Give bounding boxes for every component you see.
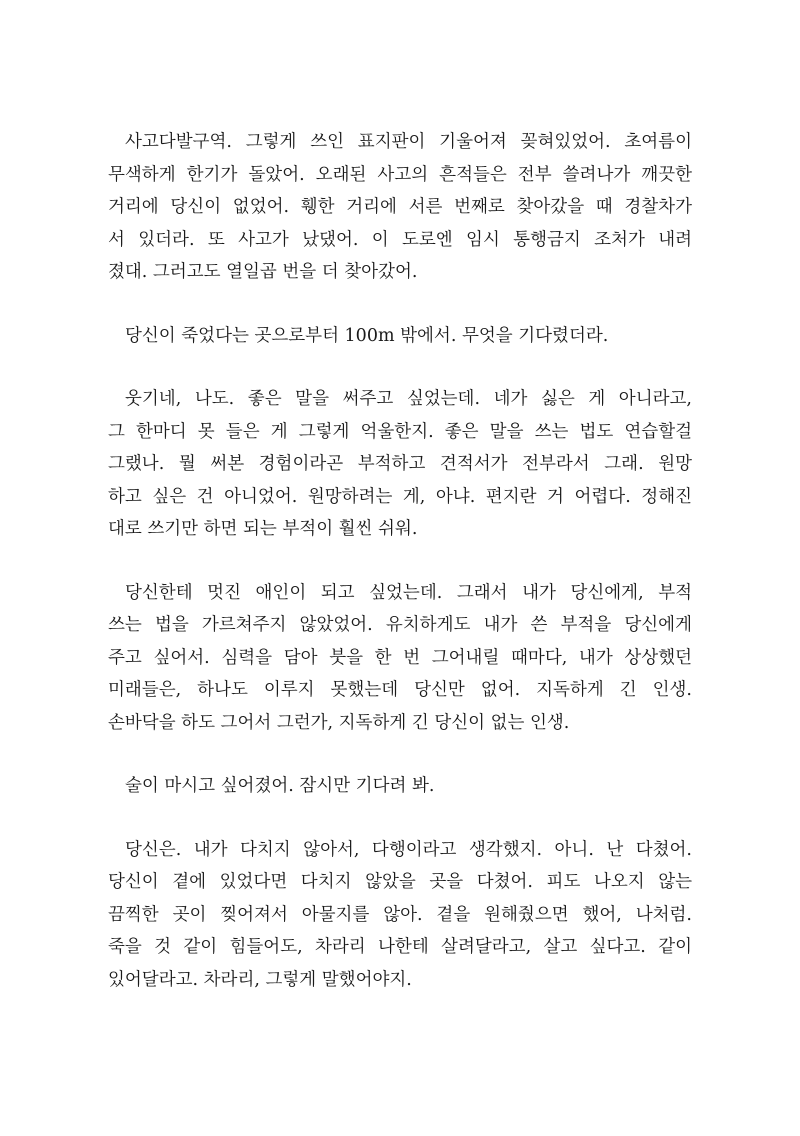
text-line: 죽을 것 같이 힘들어도, 차라리 나한테 살려달라고, 살고 싶다고. 같이 (108, 937, 692, 957)
text-line: 주고 싶어서. 심력을 담아 붓을 한 번 그어내릴 때마다, 내가 상상했던 (108, 647, 692, 668)
paragraph (108, 320, 692, 353)
text-line: 당신한테 멋진 애인이 되고 싶었는데. 그래서 내가 당신에게, 부적 (125, 582, 692, 603)
text-line: 당신이 곁에 있었다면 다치지 않았을 곳을 다쳤어. 피도 나오지 않는 (108, 872, 692, 892)
paragraph (108, 834, 692, 997)
paragraph (108, 126, 692, 289)
paragraph (108, 577, 692, 740)
text-line: 거리에 당신이 없었어. 휑한 거리에 서른 번째로 찾아갔을 때 경찰차가 (108, 197, 692, 217)
text-line: 그 한마디 못 들은 게 그렇게 억울한지. 좋은 말을 쓰는 법도 연습할걸 (108, 421, 692, 442)
text-line: 쓰는 법을 가르쳐주지 않았었어. 유치하게도 내가 쓴 부적을 당신에게 (108, 615, 692, 635)
text-line: 그랬나. 뭘 써본 경험이라곤 부적하고 견적서가 전부라서 그래. 원망 (108, 454, 692, 474)
text-line: 당신이 죽었다는 곳으로부터 100m 밖에서. 무엇을 기다렸더라. (125, 325, 609, 346)
paragraph (108, 770, 692, 803)
text-line: 하고 싶은 건 아니었어. 원망하려는 게, 아냐. 편지란 거 어렵다. 정해진 (108, 486, 692, 507)
text-line: 당신은. 내가 다치지 않아서, 다행이라고 생각했지. 아니. 난 다쳤어. (125, 839, 692, 860)
document-page (108, 126, 692, 1027)
text-line: 미래들은, 하나도 이루지 못했는데 당신만 없어. 지독하게 긴 인생. (108, 680, 692, 700)
text-line: 있어달라고. 차라리, 그렇게 말했어야지. (108, 969, 412, 990)
text-line: 끔찍한 곳이 찢어져서 아물지를 않아. 곁을 원해줬으면 했어, 나처럼. (108, 904, 692, 925)
text-line: 사고다발구역. 그렇게 쓰인 표지판이 기울어져 꽂혀있었어. 초여름이 (125, 132, 692, 152)
text-line: 손바닥을 하도 그어서 그런가, 지독하게 긴 당신이 없는 인생. (108, 712, 570, 733)
text-line: 무색하게 한기가 돌았어. 오래된 사고의 흔적들은 전부 쓸려나가 깨끗한 (108, 164, 692, 185)
text-line: 대로 쓰기만 하면 되는 부적이 훨씬 쉬워. (108, 519, 418, 539)
text-line: 서 있더라. 또 사고가 났댔어. 이 도로엔 임시 통행금지 조처가 내려 (108, 229, 692, 250)
paragraph (108, 383, 692, 546)
text-line: 웃기네, 나도. 좋은 말을 써주고 싶었는데. 네가 싫은 게 아니라고, (125, 389, 692, 409)
text-line: 술이 마시고 싶어졌어. 잠시만 기다려 봐. (125, 776, 435, 796)
text-line: 졌대. 그러고도 열일곱 번을 더 찾아갔어. (108, 262, 418, 282)
